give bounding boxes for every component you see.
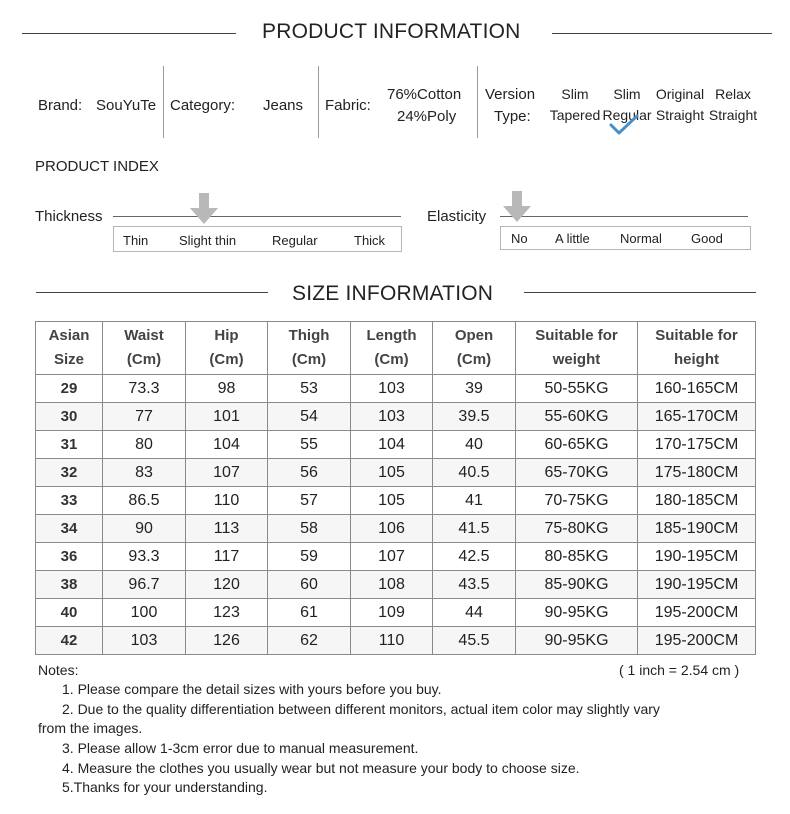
fabric-label: Fabric:	[325, 97, 371, 114]
cell-length: 106	[351, 515, 433, 543]
cell-height: 185-190CM	[638, 515, 756, 543]
cell-weight: 90-95KG	[516, 627, 638, 655]
table-row	[36, 599, 756, 627]
notes-label: Notes:	[38, 662, 79, 678]
cell-thigh: 59	[268, 543, 351, 571]
cell-size: 42	[36, 627, 103, 655]
title-rule-right	[524, 292, 756, 293]
note-item: 2. Due to the quality differentiation between different monitors, actual item color may slightly vary	[62, 701, 660, 717]
cell-waist: 86.5	[103, 487, 186, 515]
cell-weight: 80-85KG	[516, 543, 638, 571]
table-row	[36, 543, 756, 571]
thickness-option: Regular	[272, 233, 318, 248]
cell-waist: 100	[103, 599, 186, 627]
cell-waist: 96.7	[103, 571, 186, 599]
table-row	[36, 515, 756, 543]
note-item: 5.Thanks for your understanding.	[62, 779, 268, 795]
cell-thigh: 58	[268, 515, 351, 543]
cell-hip: 120	[186, 571, 268, 599]
cell-open: 41.5	[433, 515, 516, 543]
separator	[477, 66, 478, 138]
thickness-label: Thickness	[35, 208, 103, 225]
cell-size: 36	[36, 543, 103, 571]
note-item: 4. Measure the clothes you usually wear but not measure your body to choose size.	[62, 760, 580, 776]
cell-weight: 55-60KG	[516, 403, 638, 431]
category-label: Category:	[170, 97, 236, 114]
cell-size: 40	[36, 599, 103, 627]
cell-length: 108	[351, 571, 433, 599]
fabric-line-1: 76%Cotton	[387, 86, 462, 103]
header-asian-size: Asian Size	[36, 322, 103, 375]
elasticity-option: A little	[555, 231, 590, 246]
cell-height: 190-195CM	[638, 571, 756, 599]
down-arrow-icon	[503, 191, 531, 223]
cell-weight: 50-55KG	[516, 375, 638, 403]
cell-size: 34	[36, 515, 103, 543]
table-row	[36, 627, 756, 655]
cell-hip: 126	[186, 627, 268, 655]
cell-size: 29	[36, 375, 103, 403]
cell-thigh: 53	[268, 375, 351, 403]
cell-waist: 93.3	[103, 543, 186, 571]
version-option-line2: Straight	[708, 107, 758, 123]
cell-length: 105	[351, 487, 433, 515]
version-option-original-straight	[653, 86, 707, 123]
version-option-line2: Regular	[602, 107, 652, 123]
cell-thigh: 57	[268, 487, 351, 515]
version-label-1: Version	[485, 86, 536, 103]
cell-open: 40	[433, 431, 516, 459]
cell-height: 175-180CM	[638, 459, 756, 487]
thickness-scale-line	[113, 216, 401, 217]
cell-height: 195-200CM	[638, 599, 756, 627]
elasticity-option: Normal	[620, 231, 662, 246]
cell-length: 103	[351, 403, 433, 431]
cell-size: 33	[36, 487, 103, 515]
header-suitable-height: Suitable for height	[638, 322, 756, 375]
cell-open: 40.5	[433, 459, 516, 487]
product-index-title: PRODUCT INDEX	[35, 158, 159, 175]
cell-thigh: 54	[268, 403, 351, 431]
cell-weight: 60-65KG	[516, 431, 638, 459]
cell-hip: 117	[186, 543, 268, 571]
cell-length: 103	[351, 375, 433, 403]
note-item-continued: from the images.	[38, 720, 143, 736]
header-suitable-weight: Suitable for weight	[516, 322, 638, 375]
thickness-option: Thick	[354, 233, 386, 248]
cell-open: 45.5	[433, 627, 516, 655]
version-option-line1: Slim	[613, 86, 641, 102]
elasticity-scale-line	[500, 216, 748, 217]
cell-open: 42.5	[433, 543, 516, 571]
category-value: Jeans	[263, 97, 304, 114]
table-row	[36, 375, 756, 403]
header-waist: Waist (Cm)	[103, 322, 186, 375]
version-option-line2: Tapered	[549, 107, 601, 123]
cell-size: 32	[36, 459, 103, 487]
version-label-2: Type:	[494, 108, 531, 125]
cell-hip: 123	[186, 599, 268, 627]
brand-value: SouYuTe	[96, 97, 157, 114]
cell-weight: 75-80KG	[516, 515, 638, 543]
brand-label: Brand:	[38, 97, 83, 114]
cell-hip: 110	[186, 487, 268, 515]
title-rule-right	[552, 33, 772, 34]
cell-height: 170-175CM	[638, 431, 756, 459]
cell-weight: 65-70KG	[516, 459, 638, 487]
cell-size: 38	[36, 571, 103, 599]
cell-weight: 70-75KG	[516, 487, 638, 515]
cell-waist: 83	[103, 459, 186, 487]
cell-open: 39	[433, 375, 516, 403]
cell-thigh: 62	[268, 627, 351, 655]
cell-hip: 113	[186, 515, 268, 543]
size-info-title: SIZE INFORMATION	[292, 282, 494, 305]
cell-size: 30	[36, 403, 103, 431]
note-item: 1. Please compare the detail sizes with yours before you buy.	[62, 681, 442, 697]
cell-height: 160-165CM	[638, 375, 756, 403]
title-rule-left	[36, 292, 268, 293]
cell-height: 195-200CM	[638, 627, 756, 655]
cell-waist: 90	[103, 515, 186, 543]
cell-thigh: 60	[268, 571, 351, 599]
product-info-title: PRODUCT INFORMATION	[262, 20, 521, 43]
cell-waist: 103	[103, 627, 186, 655]
down-arrow-icon	[190, 193, 218, 225]
cell-open: 39.5	[433, 403, 516, 431]
title-rule-left	[22, 33, 236, 34]
cell-length: 107	[351, 543, 433, 571]
table-row	[36, 431, 756, 459]
table-row	[36, 571, 756, 599]
version-option-relax-straight	[706, 86, 760, 123]
table-row	[36, 487, 756, 515]
cell-length: 110	[351, 627, 433, 655]
header-thigh: Thigh (Cm)	[268, 322, 351, 375]
version-option-line2: Straight	[655, 107, 705, 123]
header-length: Length (Cm)	[351, 322, 433, 375]
cell-waist: 77	[103, 403, 186, 431]
cell-hip: 107	[186, 459, 268, 487]
elasticity-scale	[500, 226, 751, 250]
elasticity-option-selected: No	[511, 231, 528, 246]
cell-height: 190-195CM	[638, 543, 756, 571]
table-row	[36, 459, 756, 487]
cell-waist: 73.3	[103, 375, 186, 403]
elasticity-label: Elasticity	[427, 208, 487, 225]
cell-height: 180-185CM	[638, 487, 756, 515]
table-header-row	[36, 322, 756, 375]
cell-open: 44	[433, 599, 516, 627]
cell-height: 165-170CM	[638, 403, 756, 431]
table-row	[36, 403, 756, 431]
thickness-option: Thin	[123, 233, 149, 248]
header-open: Open (Cm)	[433, 322, 516, 375]
cell-hip: 98	[186, 375, 268, 403]
version-option-line1: Slim	[561, 86, 589, 102]
cell-weight: 90-95KG	[516, 599, 638, 627]
cell-length: 104	[351, 431, 433, 459]
separator	[163, 66, 164, 138]
cell-thigh: 55	[268, 431, 351, 459]
elasticity-option: Good	[691, 231, 723, 246]
cell-open: 41	[433, 487, 516, 515]
cell-length: 109	[351, 599, 433, 627]
thickness-option-selected: Slight thin	[179, 233, 237, 248]
cell-size: 31	[36, 431, 103, 459]
note-item: 3. Please allow 1-3cm error due to manual measurement.	[62, 740, 419, 756]
version-option-line1: Relax	[715, 86, 751, 102]
unit-conversion: ( 1 inch = 2.54 cm )	[619, 662, 740, 678]
separator	[318, 66, 319, 138]
version-option-line1: Original	[655, 86, 705, 102]
cell-open: 43.5	[433, 571, 516, 599]
cell-length: 105	[351, 459, 433, 487]
cell-weight: 85-90KG	[516, 571, 638, 599]
cell-hip: 104	[186, 431, 268, 459]
checkmark-icon	[609, 114, 639, 136]
version-option-slim-tapered	[547, 86, 603, 123]
header-hip: Hip (Cm)	[186, 322, 268, 375]
cell-hip: 101	[186, 403, 268, 431]
thickness-scale	[113, 226, 402, 252]
fabric-line-2: 24%Poly	[397, 108, 457, 125]
cell-thigh: 61	[268, 599, 351, 627]
size-table	[35, 321, 756, 655]
cell-thigh: 56	[268, 459, 351, 487]
cell-waist: 80	[103, 431, 186, 459]
